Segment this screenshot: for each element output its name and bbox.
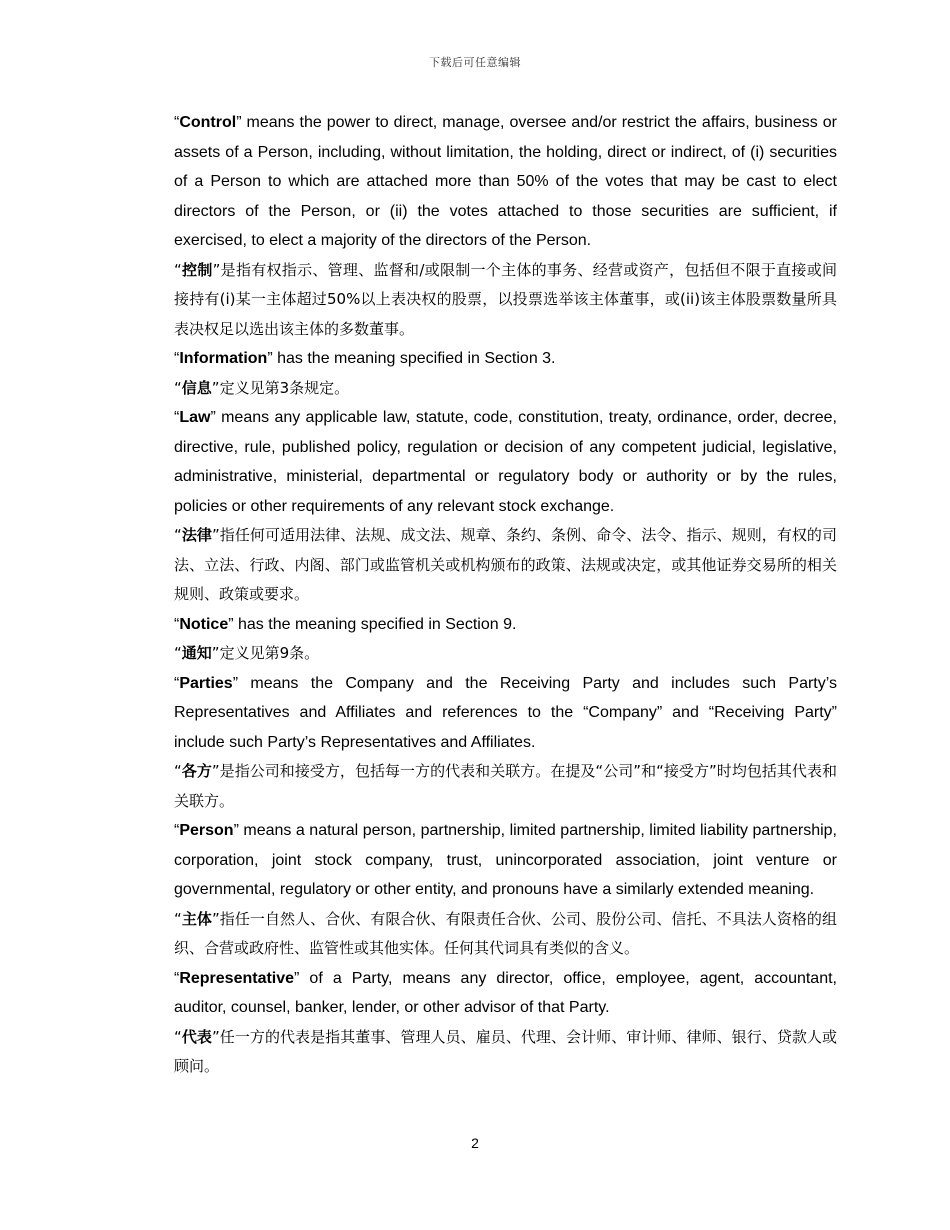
definition-zh-control: [174, 256, 837, 345]
term-control: Control: [179, 114, 237, 131]
term-person: Person: [179, 822, 234, 839]
definition-zh-law: [174, 521, 837, 610]
definition-text: ” of a Party, means any director, office, employee, agent, accountant, auditor, counsel, banker, lender, or other advisor of that Party.: [174, 969, 837, 1016]
definition-text: ” has the meaning specified in Section 3.: [267, 350, 556, 367]
document-body: [174, 108, 837, 1082]
open-quote: “: [174, 350, 180, 367]
definition-zh-representative: [174, 1023, 837, 1082]
definition-zh-parties: [174, 757, 837, 816]
term-information: Information: [179, 350, 268, 367]
page-header: 下载后可任意编辑: [429, 57, 521, 69]
definition-text: ” means the Company and the Receiving Party and includes such Party’s Representatives and Affiliates and references to the “Company” and “Receiving Party” include such Party’s Representatives and Affiliates.: [174, 674, 837, 751]
open-quote: “: [174, 822, 180, 839]
open-quote: “: [174, 644, 182, 662]
term-law: Law: [179, 409, 211, 426]
open-quote: “: [174, 114, 180, 131]
term-parties: Parties: [179, 674, 233, 692]
definition-text: ”定义见第3条规定。: [211, 378, 350, 397]
definition-text: ”指任一自然人、合伙、有限合伙、有限责任合伙、公司、股份公司、信托、不具法人资格的组织、合营或政府性、监管性或其他实体。任何其代词具有类似的含义。: [174, 909, 837, 957]
definition-text: ”定义见第9条。: [211, 644, 320, 662]
open-quote: “: [174, 674, 180, 692]
open-quote: “: [174, 1027, 182, 1046]
term-representative: Representative: [179, 969, 295, 987]
open-quote: “: [174, 969, 180, 987]
term-zh-parties: 各方: [181, 762, 212, 780]
definition-en-notice: [174, 610, 837, 640]
term-zh-person: 主体: [181, 909, 212, 928]
term-notice: Notice: [179, 615, 229, 633]
term-zh-control: 控制: [181, 260, 213, 279]
definition-text: ” means a natural person, partnership, limited partnership, limited liability partnership, corporation, joint stock company, trust, unincorporated association, joint venture or governmental, regulatory or other entity, and pronouns have a similarly extended meaning.: [174, 822, 837, 898]
open-quote: “: [174, 526, 182, 544]
term-zh-information: 信息: [181, 378, 212, 397]
definition-en-control: [174, 108, 837, 256]
definition-text: ”是指有权指示、管理、监督和/或限制一个主体的事务、经营或资产，包括但不限于直接或间接持有(i)某一主体超过50%以上表决权的股票，以投票选举该主体董事，或(ii)该主体股票数量所具表决权足以选出该主体的多数董事。: [174, 260, 837, 338]
term-zh-notice: 通知: [181, 644, 212, 662]
open-quote: “: [174, 615, 180, 633]
page-number: 2: [471, 1135, 479, 1151]
definition-zh-notice: [174, 639, 837, 669]
definition-text: ” means the power to direct, manage, oversee and/or restrict the affairs, business or assets of a Person, including, without limitation, the holding, direct or indirect, of (i) securities of a Person to which are attached more than 50% of the votes that may be cast to elect directors of the Person, or (ii) the votes attached to those securities are sufficient, if exercised, to elect a majority of the directors of the Person.: [174, 114, 837, 249]
definition-text: ”指任何可适用法律、法规、成文法、规章、条约、条例、命令、法令、指示、规则，有权的司法、立法、行政、内阁、部门或监管机关或机构颁布的政策、法规或决定，或其他证券交易所的相关规则、政策或要求。: [174, 526, 837, 603]
definition-zh-person: [174, 905, 837, 964]
open-quote: “: [174, 378, 182, 397]
open-quote: “: [174, 909, 182, 928]
open-quote: “: [174, 762, 182, 780]
definition-text: ”是指公司和接受方，包括每一方的代表和关联方。在提及“公司”和“接受方”时均包括其代表和关联方。: [174, 762, 837, 810]
open-quote: “: [174, 409, 180, 426]
definition-zh-information: [174, 374, 837, 404]
definition-text: ” has the meaning specified in Section 9.: [228, 615, 517, 633]
definition-en-law: [174, 403, 837, 521]
definition-text: ” means any applicable law, statute, code, constitution, treaty, ordinance, order, decree, directive, rule, published policy, regulation or decision of any competent judicial, legislative, administrative, ministerial, departmental or regulatory body or authority or by the rules, policies or other requirements of any relevant stock exchange.: [174, 409, 837, 515]
term-zh-law: 法律: [181, 526, 212, 544]
definition-en-information: [174, 344, 837, 374]
definition-text: ”任一方的代表是指其董事、管理人员、雇员、代理、会计师、审计师、律师、银行、贷款人或顾问。: [174, 1027, 837, 1075]
definition-en-person: [174, 816, 837, 905]
term-zh-representative: 代表: [181, 1027, 212, 1046]
definition-en-representative: [174, 964, 837, 1023]
open-quote: “: [174, 260, 182, 279]
definition-en-parties: [174, 669, 837, 758]
